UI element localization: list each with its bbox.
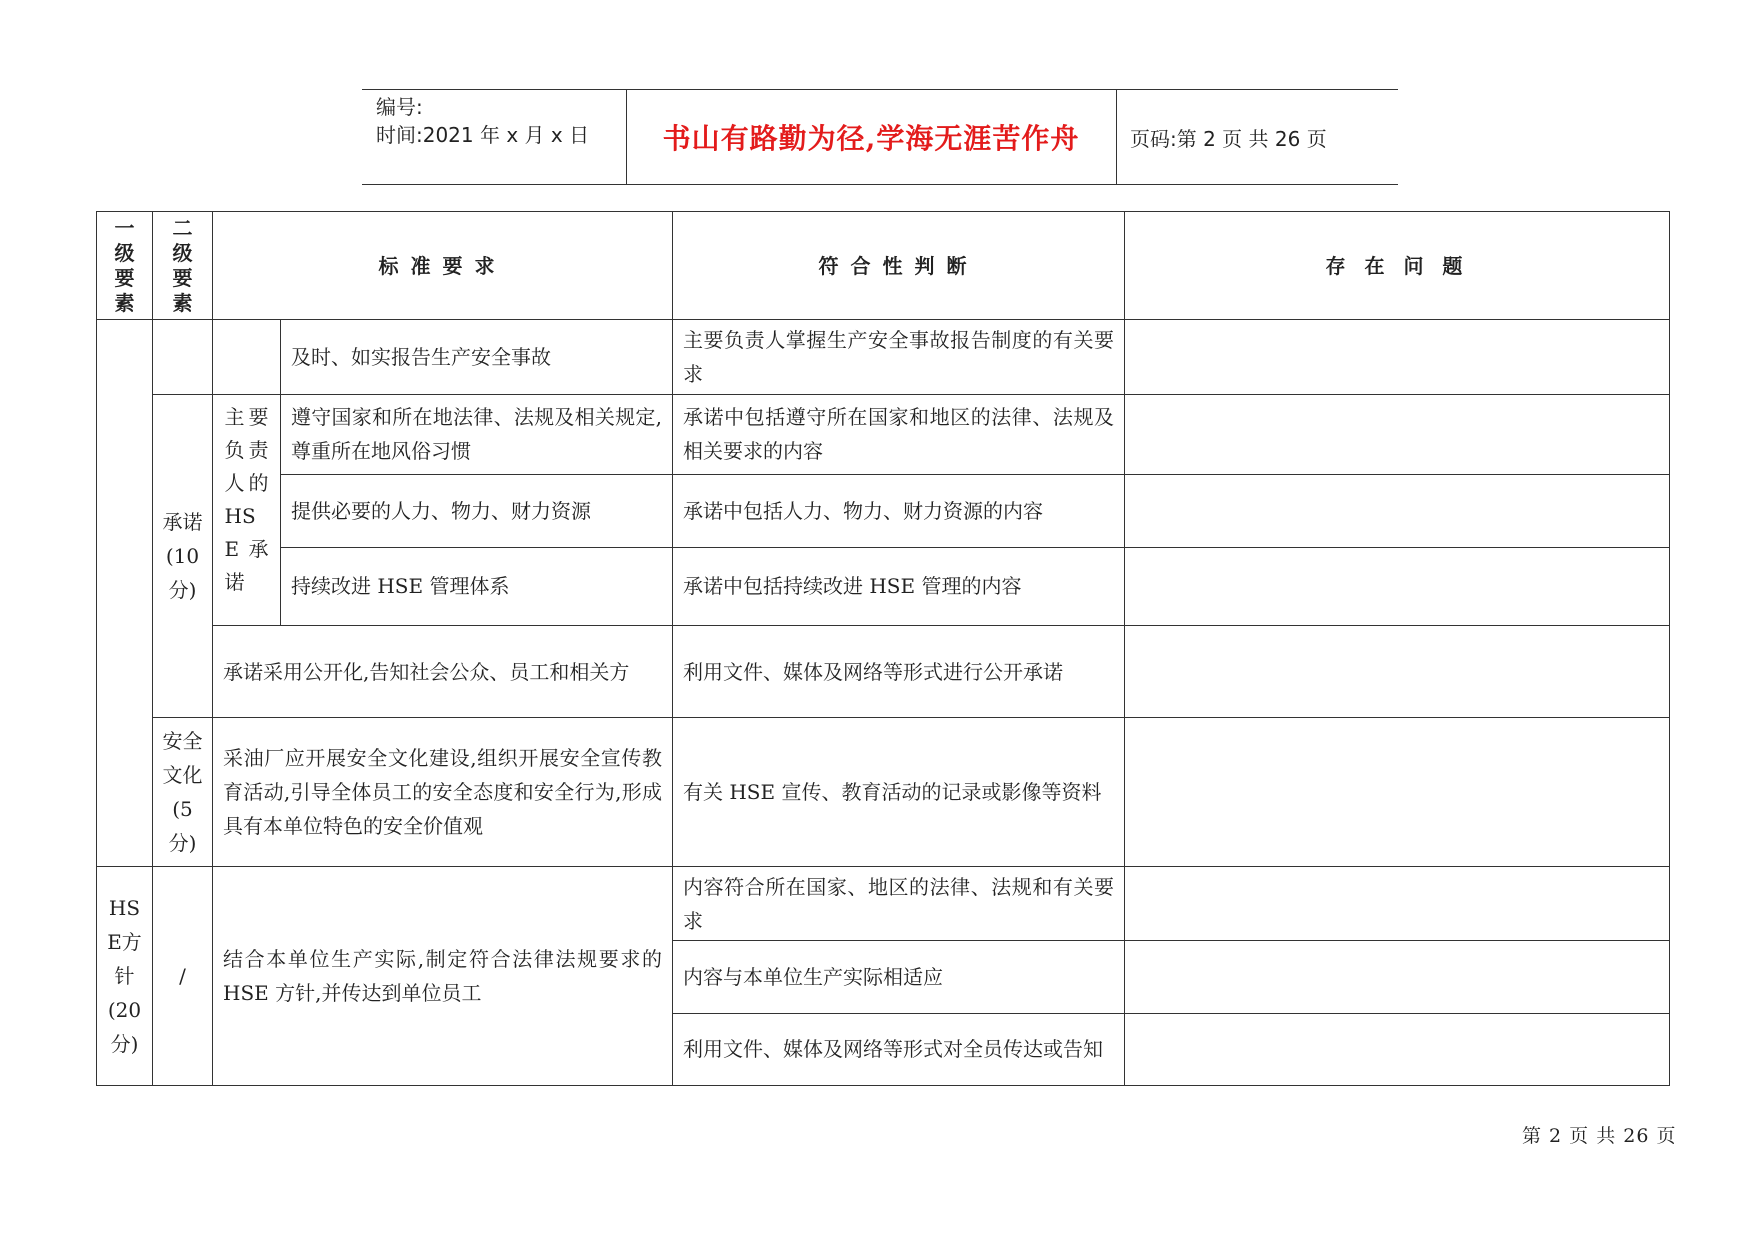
table-row — [97, 475, 1670, 547]
issue-cell — [1125, 625, 1670, 717]
compliance-cell: 主要负责人掌握生产安全事故报告制度的有关要求 — [673, 320, 1125, 394]
issue-cell — [1125, 547, 1670, 625]
compliance-cell: 内容与本单位生产实际相适应 — [673, 941, 1125, 1013]
issue-cell — [1125, 475, 1670, 547]
leader-commitment-label: 主要负责人的HSE承诺 — [213, 394, 281, 625]
issue-cell — [1125, 394, 1670, 474]
table-row — [97, 547, 1670, 625]
table-row — [97, 866, 1670, 940]
table-row — [97, 320, 1670, 394]
col-header-standard: 标准要求 — [213, 212, 673, 320]
table-row — [97, 394, 1670, 474]
standard-cell: 遵守国家和所在地法律、法规及相关规定,尊重所在地风俗习惯 — [281, 394, 673, 474]
header-page-label: 页码:第 2 页 共 26 页 — [1130, 126, 1327, 151]
compliance-cell: 承诺中包括人力、物力、财力资源的内容 — [673, 475, 1125, 547]
page-header — [362, 89, 1398, 185]
col-header-level2: 二级要素 — [153, 212, 213, 320]
hse-evaluation-table — [96, 211, 1670, 1086]
hse-level2-cell: / — [153, 866, 213, 1085]
issue-cell — [1125, 320, 1670, 394]
sub-cell-blank — [213, 320, 281, 394]
standard-cell: 承诺采用公开化,告知社会公众、员工和相关方 — [213, 625, 673, 717]
table-header-row — [97, 212, 1670, 320]
compliance-cell: 利用文件、媒体及网络等形式对全员传达或告知 — [673, 1013, 1125, 1085]
issue-cell — [1125, 866, 1670, 940]
standard-cell: 持续改进 HSE 管理体系 — [281, 547, 673, 625]
time-label: 时间:2021 年 x 月 x 日 — [376, 123, 590, 147]
issue-cell — [1125, 718, 1670, 867]
commitment-label: 承诺(10分) — [153, 394, 213, 717]
standard-cell: 采油厂应开展安全文化建设,组织开展安全宣传教育活动,引导全体员工的安全态度和安全行为,形成具有本单位特色的安全价值观 — [213, 718, 673, 867]
number-label: 编号: — [376, 95, 423, 119]
col-header-compliance: 符合性判断 — [673, 212, 1125, 320]
issue-cell — [1125, 941, 1670, 1013]
page-footer: 第 2 页 共 26 页 — [1522, 1125, 1677, 1147]
table-row — [97, 718, 1670, 867]
standard-cell: 结合本单位生产实际,制定符合法律法规要求的 HSE 方针,并传达到单位员工 — [213, 866, 673, 1085]
level2-cell-blank — [153, 320, 213, 394]
header-meta — [362, 90, 627, 184]
col-header-level1: 一级要素 — [97, 212, 153, 320]
compliance-cell: 承诺中包括遵守所在国家和地区的法律、法规及相关要求的内容 — [673, 394, 1125, 474]
standard-cell: 及时、如实报告生产安全事故 — [281, 320, 673, 394]
safety-culture-label: 安全文化(5分) — [153, 718, 213, 867]
table-row — [97, 625, 1670, 717]
compliance-cell: 有关 HSE 宣传、教育活动的记录或影像等资料 — [673, 718, 1125, 867]
slogan: 书山有路勤为径,学海无涯苦作舟 — [626, 90, 1117, 184]
compliance-cell: 内容符合所在国家、地区的法律、法规和有关要求 — [673, 866, 1125, 940]
hse-policy-label: HSE方针(20分) — [97, 866, 153, 1085]
compliance-cell: 利用文件、媒体及网络等形式进行公开承诺 — [673, 625, 1125, 717]
level1-cell-blank — [97, 320, 153, 866]
issue-cell — [1125, 1013, 1670, 1085]
compliance-cell: 承诺中包括持续改进 HSE 管理的内容 — [673, 547, 1125, 625]
standard-cell: 提供必要的人力、物力、财力资源 — [281, 475, 673, 547]
col-header-issues: 存 在 问 题 — [1125, 212, 1670, 320]
